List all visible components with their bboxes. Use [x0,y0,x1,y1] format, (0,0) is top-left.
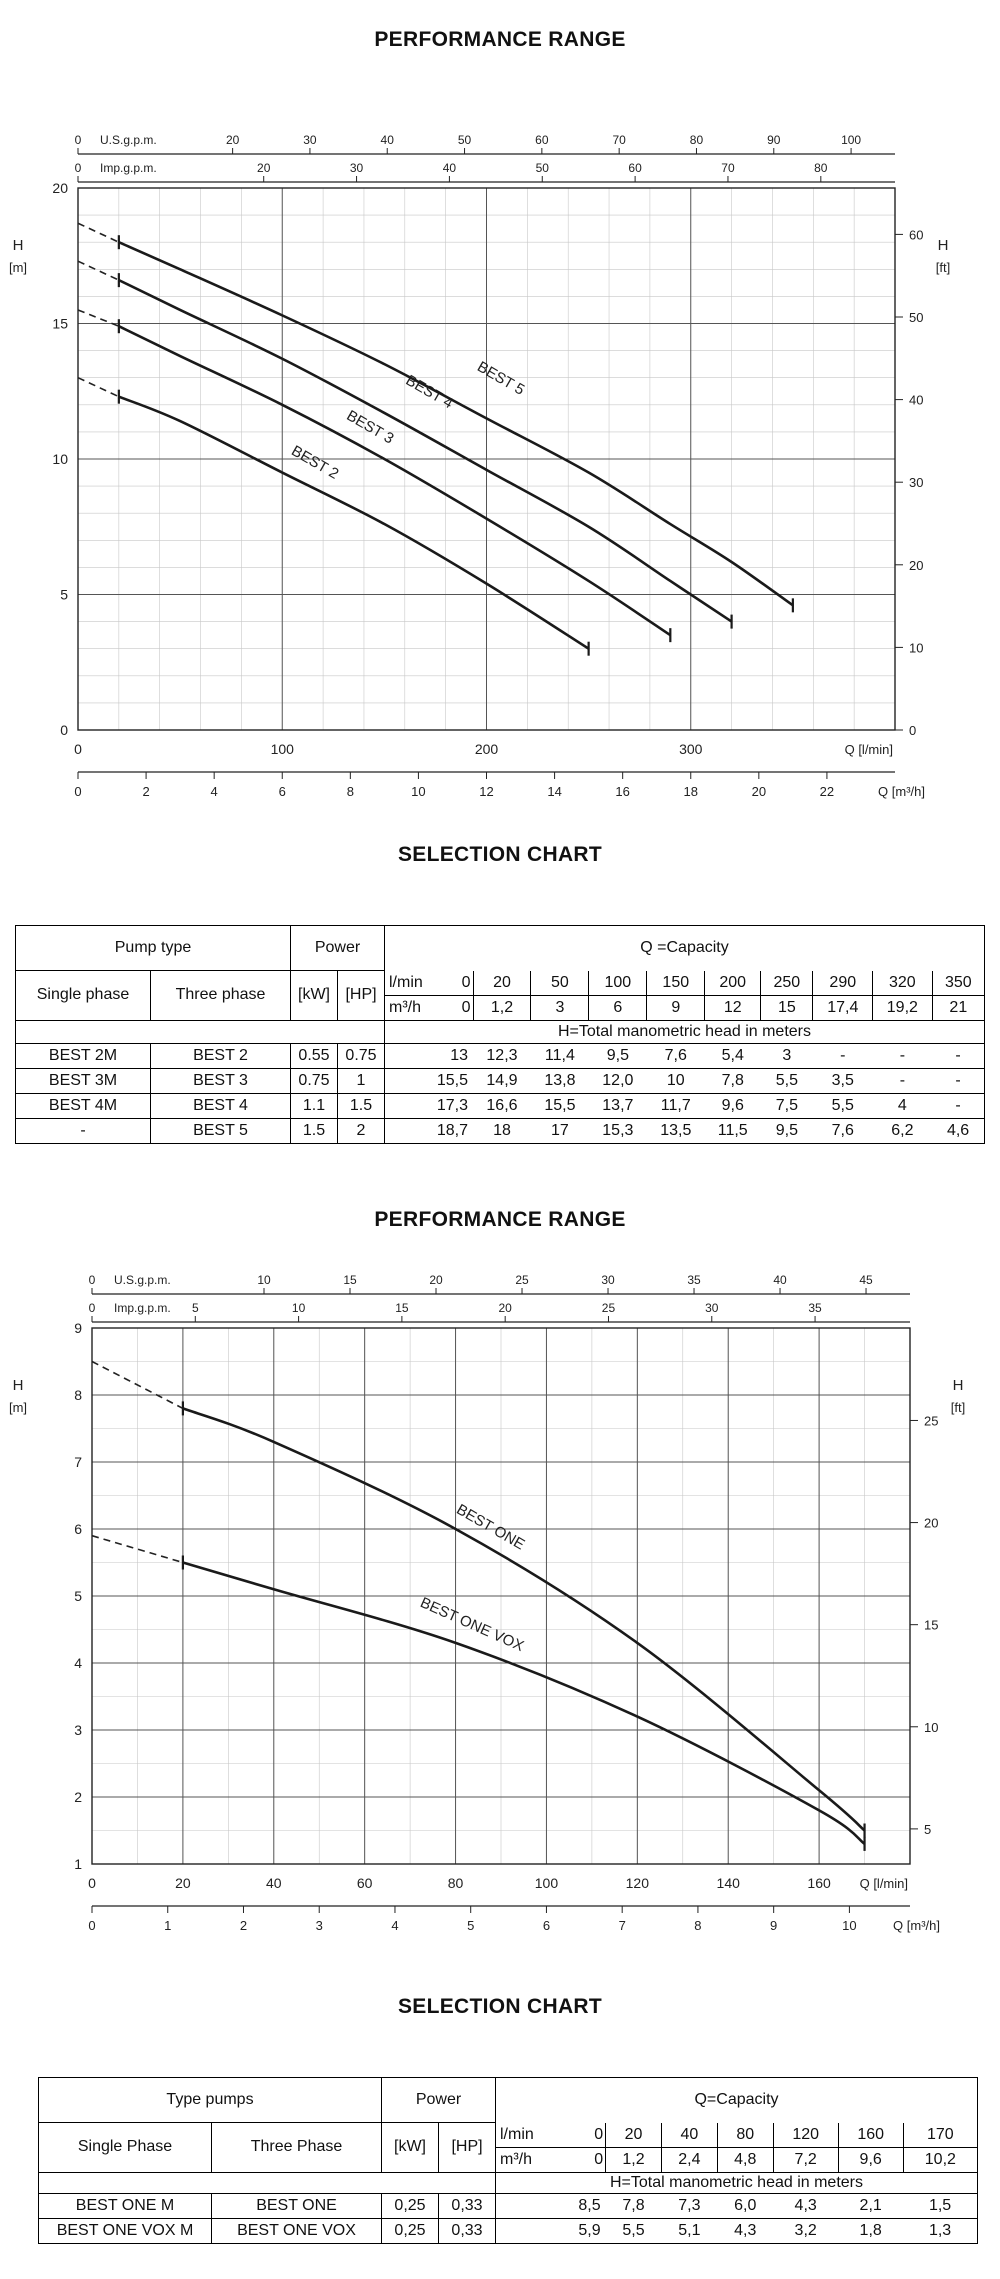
x-tick-label: 100 [270,741,294,757]
usgpm-tick-label: 80 [689,133,704,147]
head-cell: 1,3 [903,2218,977,2243]
head-cell: 9,5 [589,1043,647,1068]
spacer [39,2172,496,2193]
impgpm-axis-label: Imp.g.p.m. [114,1301,171,1315]
ft-tick-label: 40 [909,392,924,408]
power-header: Power [382,2078,496,2123]
head-cell: 1,8 [838,2218,903,2243]
head-cell: 5,5 [761,1068,813,1093]
head-cell: 4,3 [717,2218,773,2243]
y-tick-label: 7 [74,1454,82,1470]
usgpm-tick-label: 90 [767,133,781,147]
y-tick-label: 20 [52,180,68,196]
usgpm-tick-label: 50 [457,133,472,147]
head-cell: - [873,1068,933,1093]
capacity-header: Q=Capacity [496,2078,978,2123]
ft-tick-label: 5 [924,1821,932,1837]
y-axis-unit: [m] [8,260,28,275]
head-cell: 15,5 [531,1093,589,1118]
selection-table-1 [15,925,985,1144]
hp-cell: 1.5 [338,1093,385,1118]
y-tick-label: 10 [52,451,68,467]
series-label: BEST ONE [453,1500,528,1554]
impgpm-tick-label: 25 [601,1301,616,1315]
m3h-tick-label: 18 [683,784,698,799]
x-tick-label: 20 [175,1875,191,1891]
q-lmin: 170 [903,2123,977,2148]
y-tick-label: 1 [74,1856,82,1872]
impgpm-tick-label: 15 [395,1301,409,1315]
q-m3h: 17,4 [813,995,873,1020]
series-line-best-3 [119,326,670,635]
head-cell: 7,6 [647,1043,705,1068]
usgpm-tick-label: 20 [429,1273,443,1287]
head-cell: 11,4 [531,1043,589,1068]
head-cell: 3,2 [773,2218,838,2243]
usgpm-tick-label: 40 [380,133,394,147]
hp-header: [HP] [439,2123,496,2173]
table-row [39,2218,978,2243]
usgpm-axis-label: U.S.g.p.m. [114,1273,171,1287]
y-tick-label: 0 [60,722,68,738]
x-tick-label: 80 [447,1875,464,1891]
y-tick-label: 6 [74,1521,82,1537]
series-dashed-segment [78,261,119,280]
head-cell: - [813,1043,873,1068]
head-cell: 15,3 [589,1118,647,1143]
series-label: BEST 5 [474,358,528,399]
series-label: BEST 4 [402,371,456,413]
head-cell: 7,3 [661,2193,717,2218]
usgpm-tick-label: 45 [859,1273,873,1287]
pump-type-header: Type pumps [39,2078,382,2123]
q-m3h: 0 [451,995,473,1020]
impgpm-tick-label: 0 [74,161,82,175]
head-cell: 9,5 [761,1118,813,1143]
x-tick-label: 200 [474,741,499,757]
impgpm-tick-label: 60 [628,161,642,175]
hp-cell: 0,33 [439,2218,496,2243]
q-m3h: 9,6 [838,2147,903,2172]
head-cell: 8,5 [496,2193,606,2218]
q-m3h: 1,2 [473,995,531,1020]
m3h-tick-label: 16 [615,784,630,799]
selection-table-2 [38,2077,978,2244]
usgpm-tick-label: 25 [515,1273,529,1287]
kw-cell: 0.55 [291,1043,338,1068]
q-lmin: 250 [761,971,813,996]
kw-header: [kW] [382,2123,439,2173]
q-lmin: 350 [932,971,984,996]
power-header: Power [291,926,385,971]
m3h-tick-label: 7 [618,1918,626,1933]
m3h-tick-label: 8 [346,784,354,799]
single-phase-cell: BEST ONE M [39,2193,212,2218]
y-axis-label: H [12,237,24,254]
q-m3h: 9 [647,995,705,1020]
m3h-tick-label: 2 [142,784,150,799]
q-lmin: 80 [717,2123,773,2148]
y-axis-unit: [m] [8,1400,28,1415]
chart2-title: PERFORMANCE RANGE [374,1208,626,1231]
lmin-label: l/min [496,2123,579,2148]
m3h-tick-label: 12 [479,784,494,799]
head-cell: 11,7 [647,1093,705,1118]
q-lmin: 40 [661,2123,717,2148]
table-row [39,2193,978,2218]
single-phase-header: Single phase [16,971,151,1021]
m3h-tick-label: 22 [819,784,835,799]
hp-header: [HP] [338,971,385,1021]
x-tick-label: 160 [807,1875,831,1891]
x-tick-label: 60 [356,1875,373,1891]
x-axis-label: Q [l/min] [859,1876,908,1891]
series-dashed-segment [78,378,119,397]
usgpm-axis-label: U.S.g.p.m. [100,133,157,147]
y-tick-label: 5 [74,1588,82,1604]
head-cell: 4,3 [773,2193,838,2218]
q-m3h: 4,8 [717,2147,773,2172]
m3h-tick-label: 0 [74,784,82,799]
q-lmin: 100 [589,971,647,996]
q-m3h: 2,4 [661,2147,717,2172]
head-cell: 12,3 [473,1043,531,1068]
ft-tick-label: 25 [924,1413,939,1429]
single-phase-cell: BEST 3M [16,1068,151,1093]
capacity-header: Q =Capacity [385,926,985,971]
head-cell: - [932,1068,984,1093]
ft-tick-label: 20 [924,1515,939,1531]
usgpm-tick-label: 0 [88,1273,96,1287]
head-cell: 17,3 [385,1093,474,1118]
head-cell: 13 [385,1043,474,1068]
m3h-tick-label: 9 [770,1918,778,1933]
q-m3h: 0 [578,2147,605,2172]
series-label: BEST ONE VOX [417,1594,527,1656]
impgpm-tick-label: 35 [808,1301,822,1315]
usgpm-tick-label: 10 [257,1273,271,1287]
series-line-best-one-vox [183,1563,865,1844]
head-cell: 3 [761,1043,813,1068]
three-phase-header: Three Phase [212,2123,382,2173]
series-line-best-4 [119,280,732,621]
single-phase-cell: BEST 4M [16,1093,151,1118]
head-cell: - [873,1043,933,1068]
m3h-tick-label: 4 [391,1918,399,1933]
single-phase-cell: BEST 2M [16,1043,151,1068]
y-tick-label: 3 [74,1722,82,1738]
q-lmin: 160 [838,2123,903,2148]
kw-cell: 1.1 [291,1093,338,1118]
q-m3h: 7,2 [773,2147,838,2172]
impgpm-tick-label: 30 [705,1301,719,1315]
head-cell: 1,5 [903,2193,977,2218]
three-phase-cell: BEST 2 [151,1043,291,1068]
head-cell: 13,5 [647,1118,705,1143]
series-line-best-one [183,1408,865,1830]
impgpm-tick-label: 40 [442,161,457,175]
m3h-tick-label: 8 [694,1918,702,1933]
impgpm-tick-label: 20 [498,1301,512,1315]
single-phase-header: Single Phase [39,2123,212,2173]
spacer [16,1020,385,1043]
m3h-tick-label: 1 [164,1918,172,1933]
ft-tick-label: 30 [909,475,924,491]
m3h-tick-label: 6 [278,784,286,799]
kw-cell: 1.5 [291,1118,338,1143]
single-phase-cell: - [16,1118,151,1143]
m3h-tick-label: 4 [210,784,218,799]
ft-tick-label: 15 [924,1617,939,1633]
ft-tick-label: 60 [909,227,924,243]
performance-chart-2 [0,1240,1000,1940]
q-m3h: 21 [932,995,984,1020]
head-cell: 4,6 [932,1118,984,1143]
three-phase-header: Three phase [151,971,291,1021]
single-phase-cell: BEST ONE VOX M [39,2218,212,2243]
kw-cell: 0,25 [382,2218,439,2243]
head-cell: 18 [473,1118,531,1143]
ft-axis-label: H [937,237,949,254]
hp-cell: 0.75 [338,1043,385,1068]
q-m3h: 3 [531,995,589,1020]
lmin-label: l/min [385,971,451,996]
m3h-tick-label: 3 [315,1918,323,1933]
usgpm-tick-label: 0 [74,133,82,147]
m3h-tick-label: 5 [467,1918,475,1933]
q-lmin: 0 [578,2123,605,2148]
usgpm-tick-label: 60 [535,133,549,147]
selection-chart-2-title: SELECTION CHART [398,1995,602,2018]
impgpm-tick-label: 5 [191,1301,199,1315]
ft-axis-unit: [ft] [950,1400,966,1415]
head-cell: 3,5 [813,1068,873,1093]
x-tick-label: 140 [716,1875,740,1891]
q-m3h: 1,2 [606,2147,662,2172]
table-row [16,1068,985,1093]
usgpm-tick-label: 15 [343,1273,357,1287]
head-cell: 5,4 [705,1043,761,1068]
head-cell: 2,1 [838,2193,903,2218]
head-note: H=Total manometric head in meters [385,1020,985,1043]
series-label: BEST 3 [343,407,397,448]
series-dashed-segment [78,223,119,242]
m3h-tick-label: 2 [239,1918,248,1933]
m3h-tick-label: 10 [842,1918,857,1933]
head-cell: 18,7 [385,1118,474,1143]
x-tick-label: 120 [625,1875,650,1891]
head-cell: 17 [531,1118,589,1143]
hp-cell: 2 [338,1118,385,1143]
y-tick-label: 8 [74,1387,82,1403]
y-axis-label: H [12,1377,24,1394]
three-phase-cell: BEST ONE VOX [212,2218,382,2243]
impgpm-tick-label: 70 [721,161,735,175]
head-cell: 12,0 [589,1068,647,1093]
y-tick-label: 2 [74,1789,82,1805]
q-m3h: 15 [761,995,813,1020]
kw-cell: 0,25 [382,2193,439,2218]
head-cell: 7,8 [606,2193,662,2218]
head-cell: 13,8 [531,1068,589,1093]
pump-type-header: Pump type [16,926,291,971]
y-tick-label: 15 [52,315,68,332]
impgpm-tick-label: 20 [257,161,271,175]
q-lmin: 320 [873,971,933,996]
q-lmin: 290 [813,971,873,996]
head-cell: 15,5 [385,1068,474,1093]
m3h-tick-label: 6 [542,1918,551,1933]
head-cell: 5,5 [606,2218,662,2243]
ft-axis-unit: [ft] [935,260,951,275]
head-cell: 14,9 [473,1068,531,1093]
head-cell: 7,5 [761,1093,813,1118]
impgpm-tick-label: 80 [814,161,828,175]
selection-chart-1-title: SELECTION CHART [398,843,602,866]
q-m3h: 19,2 [873,995,933,1020]
y-tick-label: 5 [60,586,68,603]
impgpm-tick-label: 30 [349,161,364,175]
head-cell: 7,8 [705,1068,761,1093]
x-tick-label: 0 [74,741,82,757]
x-tick-label: 40 [265,1875,282,1891]
q-lmin: 20 [473,971,531,996]
q-lmin: 50 [531,971,589,996]
usgpm-tick-label: 30 [601,1273,615,1287]
head-cell: - [932,1043,984,1068]
impgpm-axis-label: Imp.g.p.m. [100,161,157,175]
head-cell: 6,2 [873,1118,933,1143]
three-phase-cell: BEST 4 [151,1093,291,1118]
series-label: BEST 2 [288,442,342,483]
x-tick-label: 0 [88,1875,96,1891]
y-tick-label: 4 [74,1655,82,1671]
m3h-axis-label: Q [m³/h] [893,1918,940,1933]
hp-cell: 0,33 [439,2193,496,2218]
q-lmin: 0 [451,971,473,996]
q-lmin: 200 [705,971,761,996]
ft-tick-label: 10 [909,640,924,656]
head-cell: 5,1 [661,2218,717,2243]
head-cell: 6,0 [717,2193,773,2218]
q-m3h: 12 [705,995,761,1020]
head-cell: 16,6 [473,1093,531,1118]
m3h-tick-label: 14 [547,784,562,799]
usgpm-tick-label: 35 [687,1273,701,1287]
head-cell: 5,5 [813,1093,873,1118]
q-lmin: 20 [606,2123,662,2148]
head-cell: 13,7 [589,1093,647,1118]
three-phase-cell: BEST 5 [151,1118,291,1143]
head-cell: 11,5 [705,1118,761,1143]
impgpm-tick-label: 0 [88,1301,96,1315]
usgpm-tick-label: 40 [773,1273,787,1287]
y-tick-label: 9 [74,1320,82,1336]
x-tick-label: 300 [679,741,703,757]
impgpm-tick-label: 50 [535,161,549,175]
head-cell: 10 [647,1068,705,1093]
performance-chart-1 [0,100,1000,920]
head-cell: 7,6 [813,1118,873,1143]
usgpm-tick-label: 30 [303,133,317,147]
x-axis-label: Q [l/min] [844,742,893,757]
hp-cell: 1 [338,1068,385,1093]
ft-tick-label: 10 [924,1719,939,1735]
head-cell: 5,9 [496,2218,606,2243]
q-m3h: 6 [589,995,647,1020]
kw-header: [kW] [291,971,338,1021]
q-lmin: 150 [647,971,705,996]
impgpm-tick-label: 10 [291,1301,306,1315]
usgpm-tick-label: 70 [612,133,626,147]
m3h-axis-label: Q [m³/h] [878,784,925,799]
table-row [16,1118,985,1143]
ft-tick-label: 0 [909,723,917,738]
three-phase-cell: BEST 3 [151,1068,291,1093]
chart1-title: PERFORMANCE RANGE [374,28,626,51]
m3h-label: m³/h [496,2147,579,2172]
head-note: H=Total manometric head in meters [496,2172,978,2193]
table-row [16,1093,985,1118]
m3h-tick-label: 10 [411,784,426,799]
head-cell: 4 [873,1093,933,1118]
table-row [16,1043,985,1068]
q-lmin: 120 [773,2123,838,2148]
head-cell: 9,6 [705,1093,761,1118]
q-m3h: 10,2 [903,2147,977,2172]
m3h-tick-label: 0 [88,1918,96,1933]
head-cell: - [932,1093,984,1118]
m3h-tick-label: 20 [751,784,767,799]
m3h-label: m³/h [385,995,451,1020]
usgpm-tick-label: 20 [225,133,240,147]
x-tick-label: 100 [534,1875,559,1891]
three-phase-cell: BEST ONE [212,2193,382,2218]
kw-cell: 0.75 [291,1068,338,1093]
ft-tick-label: 20 [909,557,924,573]
ft-tick-label: 50 [909,309,924,325]
ft-axis-label: H [952,1377,964,1394]
usgpm-tick-label: 100 [841,133,862,147]
